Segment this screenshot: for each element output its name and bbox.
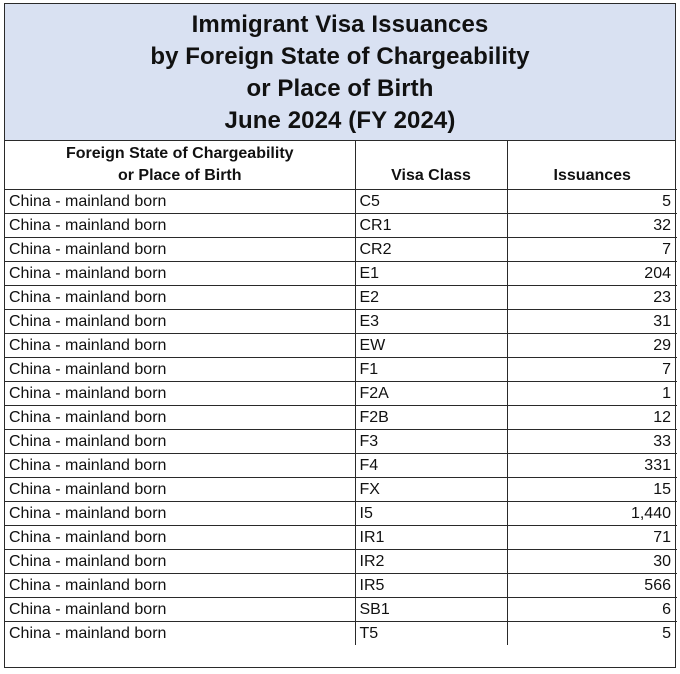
table-row xyxy=(5,477,677,501)
table-row xyxy=(5,381,677,405)
cell-issuances: 7 xyxy=(507,237,677,261)
cell-issuances: 1 xyxy=(507,381,677,405)
cell-visa-class: E1 xyxy=(355,261,507,285)
cell-issuances: 33 xyxy=(507,429,677,453)
cell-issuances: 5 xyxy=(662,624,671,642)
cell-issuances: 566 xyxy=(507,573,677,597)
cell-visa-class: SB1 xyxy=(355,597,507,621)
cell-place: China - mainland born xyxy=(5,213,355,237)
cell-visa-class: F2A xyxy=(355,381,507,405)
report-title-line-2: by Foreign State of Chargeability xyxy=(150,43,530,70)
table-row xyxy=(5,597,677,621)
cell-place: China - mainland born xyxy=(5,621,355,645)
cell-issuances: 6 xyxy=(507,597,677,621)
cell-visa-class: I5 xyxy=(355,501,507,525)
cell-issuances: 71 xyxy=(507,525,677,549)
cell-visa-class: E3 xyxy=(355,309,507,333)
cell-place: China - mainland born xyxy=(5,333,355,357)
cell-place: China - mainland born xyxy=(5,237,355,261)
column-header-issuances: Issuances xyxy=(507,141,677,189)
cell-issuances: 5 xyxy=(507,189,677,213)
table-row xyxy=(5,285,677,309)
cell-issuances: 30 xyxy=(507,549,677,573)
cell-place: China - mainland born xyxy=(5,573,355,597)
cell-issuances: 31 xyxy=(507,309,677,333)
cell-issuances: 15 xyxy=(507,477,677,501)
cell-place: China - mainland born xyxy=(5,261,355,285)
report-title-line-4: June 2024 (FY 2024) xyxy=(224,107,456,134)
table-row xyxy=(5,453,677,477)
cell-visa-class: C5 xyxy=(355,189,507,213)
cell-visa-class: F2B xyxy=(355,405,507,429)
cell-issuances: 29 xyxy=(507,333,677,357)
column-header-place xyxy=(5,141,355,189)
cell-place: China - mainland born xyxy=(5,357,355,381)
cell-visa-class: FX xyxy=(355,477,507,501)
cell-visa-class: F1 xyxy=(355,357,507,381)
report-title-block xyxy=(5,4,675,141)
cell-visa-class: CR1 xyxy=(355,213,507,237)
table-row xyxy=(5,333,677,357)
table-row xyxy=(5,237,677,261)
table-row xyxy=(5,261,677,285)
cell-visa-class: EW xyxy=(355,333,507,357)
cell-place: China - mainland born xyxy=(5,549,355,573)
table-row xyxy=(5,357,677,381)
table-row xyxy=(5,573,677,597)
table-body xyxy=(5,189,677,645)
table-row xyxy=(5,501,677,525)
column-header-place-line-1: Foreign State of Chargeability xyxy=(65,144,294,162)
cell-issuances: 7 xyxy=(507,357,677,381)
report-title-line-3: or Place of Birth xyxy=(246,75,434,102)
cell-place: China - mainland born xyxy=(5,453,355,477)
cell-visa-class: F4 xyxy=(355,453,507,477)
cell-issuances: 12 xyxy=(507,405,677,429)
cell-place: China - mainland born xyxy=(5,477,355,501)
report-title-line-1: Immigrant Visa Issuances xyxy=(191,11,489,38)
cell-place: China - mainland born xyxy=(5,309,355,333)
table-row xyxy=(5,189,677,213)
cell-visa-class: E2 xyxy=(355,285,507,309)
cell-visa-class: IR2 xyxy=(355,549,507,573)
cell-issuances: 32 xyxy=(507,213,677,237)
cell-place: China - mainland born xyxy=(5,525,355,549)
table-header-row xyxy=(5,141,677,189)
cell-visa-class: CR2 xyxy=(355,237,507,261)
cell-place: China - mainland born xyxy=(5,597,355,621)
cell-visa-class: IR5 xyxy=(355,573,507,597)
column-header-place-line-2: or Place of Birth xyxy=(117,166,242,184)
cell-issuances: 23 xyxy=(507,285,677,309)
column-header-visa-class: Visa Class xyxy=(355,141,507,189)
cell-visa-class: F3 xyxy=(355,429,507,453)
table-row xyxy=(5,621,677,645)
table-row xyxy=(5,525,677,549)
cell-visa-class: IR1 xyxy=(355,525,507,549)
cell-issuances: 204 xyxy=(507,261,677,285)
cell-issuances: 1,440 xyxy=(507,501,677,525)
issuances-table xyxy=(5,141,677,645)
cell-place: China - mainland born xyxy=(5,189,355,213)
cell-place: China - mainland born xyxy=(5,381,355,405)
visa-issuance-report xyxy=(4,3,676,668)
table-row xyxy=(5,549,677,573)
cell-place: China - mainland born xyxy=(5,405,355,429)
table-row xyxy=(5,213,677,237)
cell-place: China - mainland born xyxy=(5,501,355,525)
cell-place: China - mainland born xyxy=(5,285,355,309)
table-row xyxy=(5,309,677,333)
cell-visa-class: T5 xyxy=(355,621,507,645)
table-row xyxy=(5,429,677,453)
table-row xyxy=(5,405,677,429)
cell-place: China - mainland born xyxy=(5,429,355,453)
cell-issuances: 331 xyxy=(507,453,677,477)
